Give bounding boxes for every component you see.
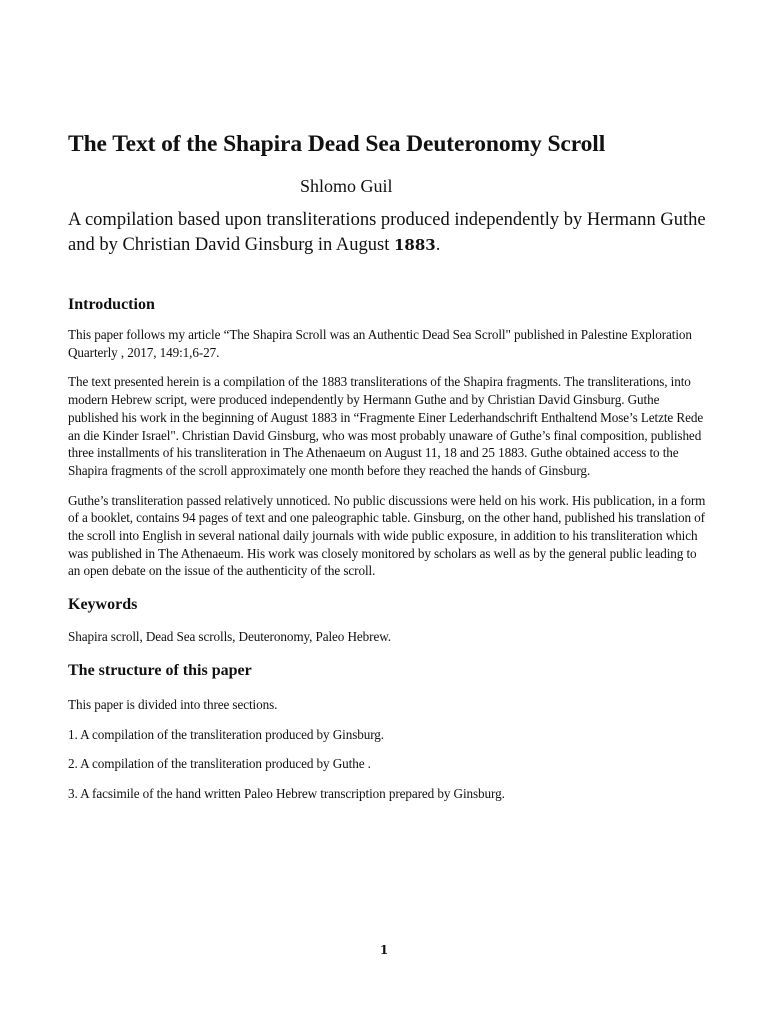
keywords-heading: Keywords xyxy=(68,596,138,614)
structure-heading: The structure of this paper xyxy=(68,661,252,679)
subtitle-text: A compilation based upon transliterations produced independently by Hermann Guthe and by Christian David Ginsburg in August xyxy=(68,210,706,255)
structure-item-2: 2. A compilation of the transliteration produced by Guthe . xyxy=(68,756,371,772)
page-content xyxy=(68,128,708,803)
introduction-paragraph-3: Guthe’s transliteration passed relatively unnoticed. No public discussions were held on his work. His publication, in a form of a booklet, contains 94 pages of text and one paleographic table. Ginsburg, on the other hand, published his translation of the scroll into English in several national daily journals with wide public exposure, in addition to his transliteration which was published in The Athenaeum. His work was closely monitored by scholars as well as by the general public leading to an open debate on the issue of the authenticity of the scroll. xyxy=(68,492,706,579)
introduction-paragraph-1: This paper follows my article “The Shapira Scroll was an Authentic Dead Sea Scroll" published in Palestine Exploration Quarterly , 2017, 149:1,6-27. xyxy=(68,327,692,360)
page-number: 1 xyxy=(379,943,389,957)
introduction-paragraph-2: The text presented herein is a compilation of the 1883 transliterations of the Shapira fragments. The transliterations, into modern Hebrew script, were produced independently by Hermann Guthe and by Christian David Ginsburg. Guthe published his work in the beginning of August 1883 in “Fragmente Einer Lederhandschrift Enthaltend Mose’s Letzte Rede an die Kinder Israel". Christian David Ginsburg, who was most probably unaware of Guthe’s final composition, published three installments of his transliteration in The Athenaeum on August 11, 18 and 25 1883. Guthe obtained access to the Shapira fragments of the scroll approximately one month before they reached the hands of Ginsburg. xyxy=(68,374,704,478)
introduction-heading: Introduction xyxy=(68,296,155,313)
subtitle-end: . xyxy=(435,235,441,255)
paper-title: The Text of the Shapira Dead Sea Deuteronomy Scroll xyxy=(68,131,606,157)
structure-item-1: 1. A compilation of the transliteration produced by Ginsburg. xyxy=(68,726,384,742)
keywords-text: Shapira scroll, Dead Sea scrolls, Deuteronomy, Paleo Hebrew. xyxy=(68,629,391,645)
structure-item-3: 3. A facsimile of the hand written Paleo Hebrew transcription prepared by Ginsburg. xyxy=(68,785,505,801)
structure-intro: This paper is divided into three sections. xyxy=(68,696,278,712)
subtitle-year: 1883 xyxy=(393,236,436,254)
author-name: Shlomo Guil xyxy=(300,176,393,196)
paper-subtitle xyxy=(68,208,708,258)
